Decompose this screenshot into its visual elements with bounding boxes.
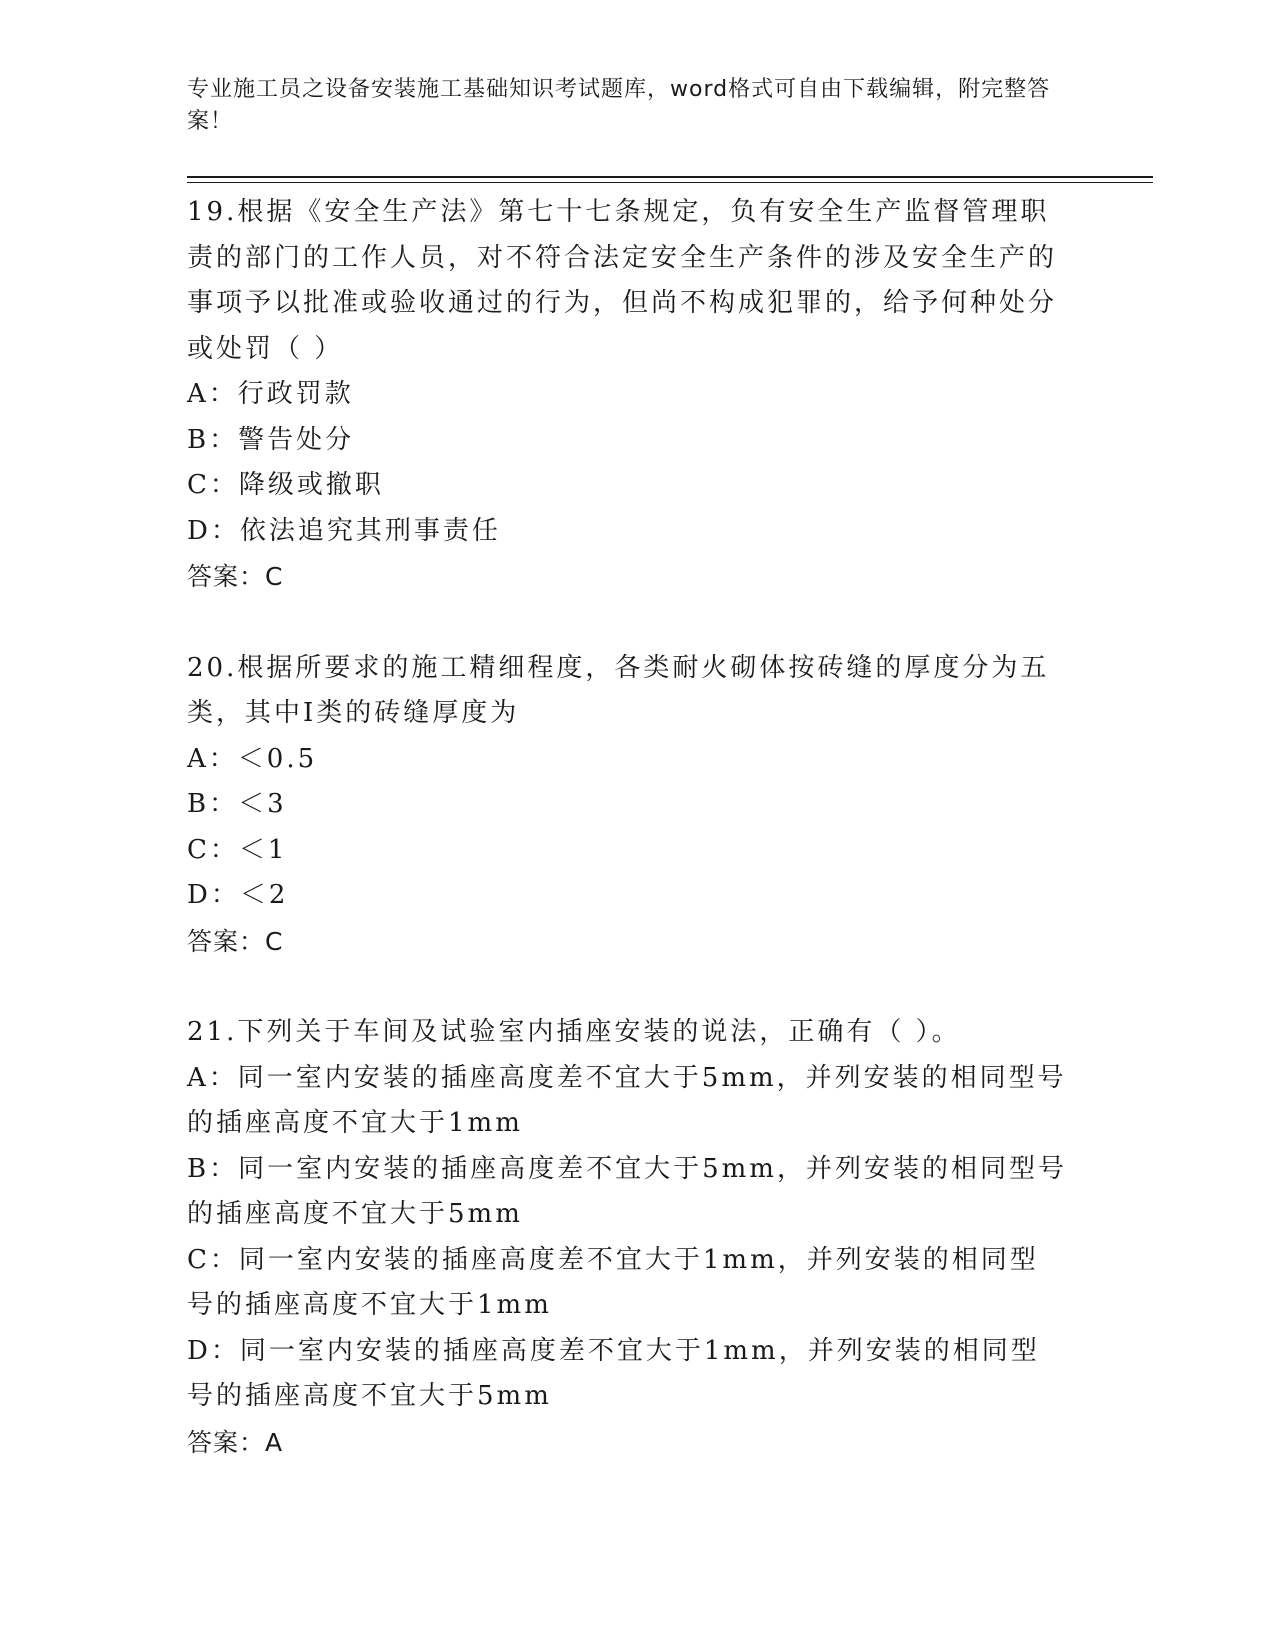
answer-line: 答案：C	[187, 926, 284, 956]
question-text: 20.根据所要求的施工精细程度，各类耐火砌体按砖缝的厚度分为五类，其中Ⅰ类的砖缝厚度为	[187, 652, 1050, 728]
option-d: D：同一室内安装的插座高度差不宜大于1mm，并列安装的相同型号的插座高度不宜大于5mm	[187, 1335, 1040, 1411]
answer-line: 答案：C	[187, 562, 284, 591]
document-header: 专业施工员之设备安装施工基础知识考试题库，word格式可自由下载编辑，附完整答案！	[187, 77, 1051, 134]
option-b: B：＜3	[187, 789, 287, 819]
header-divider-top	[187, 176, 1153, 178]
question-list	[187, 190, 1087, 1465]
option-d: D：＜2	[187, 880, 289, 910]
option-c: C：＜1	[187, 834, 288, 865]
option-d: D：依法追究其刑事责任	[187, 515, 501, 546]
answer-line: 答案：A	[187, 1427, 284, 1457]
question-21	[187, 1010, 1087, 1465]
option-b: B：同一室内安装的插座高度差不宜大于5mm，并列安装的相同型号的插座高度不宜大于5mm	[187, 1153, 1067, 1229]
question-20	[187, 646, 1087, 965]
option-a: A：行政罚款	[187, 379, 354, 409]
option-a: A：＜0.5	[187, 743, 318, 774]
option-c: C：同一室内安装的插座高度差不宜大于1mm，并列安装的相同型号的插座高度不宜大于1mm	[187, 1244, 1039, 1320]
question-text: 21.下列关于车间及试验室内插座安装的说法，正确有（ ）。	[187, 1017, 961, 1047]
question-text: 19.根据《安全生产法》第七十七条规定，负有安全生产监督管理职责的部门的工作人员，对不符合法定安全生产条件的涉及安全生产的事项予以批准或验收通过的行为，但尚不构成犯罪的，给予何种处分或处罚（ ）	[187, 197, 1058, 364]
header-divider-bottom	[187, 182, 1153, 183]
option-c: C：降级或撤职	[187, 470, 384, 500]
option-b: B：警告处分	[187, 424, 355, 455]
option-a: A：同一室内安装的插座高度差不宜大于5mm，并列安装的相同型号的插座高度不宜大于1mm	[187, 1062, 1067, 1138]
question-19	[187, 190, 1087, 600]
